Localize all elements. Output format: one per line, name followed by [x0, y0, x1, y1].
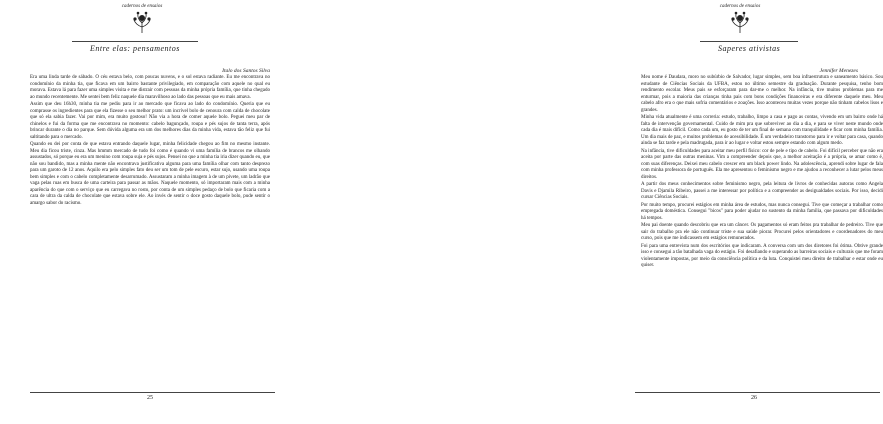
logo-text: cadernos de ensaios [719, 4, 761, 9]
page-number: 25 [147, 395, 153, 401]
flower-ornament-icon [727, 9, 753, 35]
flower-ornament-icon [129, 9, 155, 35]
right-page [300, 0, 883, 424]
body-text [641, 75, 883, 271]
paragraph: Foi para uma entrevista num dos escritórios que indicaram. A conversa com um dos diretores foi ótima. Obtive grande isso e consegui a tão batalhada vaga do estágio. Foi desafiando e superando as barreiras sociais e culturais que me foram violentamente impostas, por meio da consciência política e da luta. Conquistei meu direito de trabalhar e estar onde eu quiser. [641, 243, 883, 268]
body-text [30, 75, 270, 208]
paragraph: Quando eu dei por conta de que estava entrando daquele lugar, minha felicidade chegou ao fim no mesmo instante. Meu dia ficou triste, cinza. Mas hmmm mercado de tudo foi como é quando vi uma família de brancos me olhando assustados, só porque eu era um menino com roupa suja e pés sujos. Pensei no que a minha tia iria dizer quando eu, que não sou bandido, mas a minha mente não encontrava justificativa alguma para uma família olhar com tanto desprezo para um garoto de 12 anos. Aquilo era pelo simples fato deu ser um tom de pele escuro, estar sujo, usando uma roupa bem simples e com o cabelo completamente desarrumado. Assustaram a minha imagem à de um pivete, um ladrão que vaga pelas ruas em busca de uma carteira para passar as mãos. Naquele momento, só importaram mais com a minha aparência do que com o serviço que eu carregava no rosto, por conta de um simples pedaço de bolo que ficaria com a cara de ultra da calda de chocolate que estava sobre ele. Ao invés de sentir o doce gosto daquele bolo, pude sentir o amargo sabor do racismo. [30, 142, 270, 206]
cadernos-logo [104, 4, 180, 35]
cadernos-logo [702, 4, 778, 35]
paragraph: Meu pai doente quando descobriu que era um câncer. Os pagamentos só eram feitos pra trabalhar de pedreiro. Tive que sair do trabalho pra ele não continuar triste e sua saúde piorar. Procurei pelos orientadores e coordenadores do meu curso, pois que me indicassem em estágios remunerados. [641, 223, 883, 241]
paragraph: A partir dos meus conhecimentos sobre feminismo negro, pela leitura de livros de conhecidas autoras como Angela Davis e Djamila Ribeiro, passei a me interessar por política e a compreender as desigualdades sociais. Por isso, decidi cursar Ciências Sociais. [641, 182, 883, 200]
left-page [0, 0, 300, 424]
paragraph: Por muito tempo, procurei estágios em minha área de estudos, mas nunca consegui. Tive que começar a trabalhar como empregada doméstica. Consegui "bicos" para poder ajudar no sustento da minha família, que passava por dificuldades há tempos. [641, 202, 883, 221]
paragraph: Era uma linda tarde de sábado. O céu estava belo, com poucas nuvens, e o sol estava radiante. Eu me encontrava no condomínio da minha tia, que ficava em um bairro bastante privilegiado, em comparação com aquele no qual eu morava. Estava lá para fazer uma simples visita e me distrair com pessoas da minha própria família, que tinha chegado ao mundo recentemente. Me sentei bem feliz naquele dia maravilhoso ao lado das pessoas que eu mais amava. [30, 75, 270, 100]
section-title: Entre elas: pensamentos [90, 44, 180, 53]
paragraph: Assim que deu 16h30, minha tia me pediu para ir ao mercado que ficava ao lado do condomínio. Queria que eu comprasse os ingredientes para que ela fizesse o seu melhor prato: um incrível bolo de cenoura com calda de chocolate que só ela sabia fazer. Vai por mim, era muito gostoso! Não via a hora de comer aquele bolo. Peguei meu par de chinelos e fui da forma que me encontrava no momento: cabelo bagunçado, roupa e pés sujos de tanta terra, após brincar durante o dia no parque. Sem dúvida alguma era um dos melhores dias da minha vida, estava tão feliz que fui saltitando para o mercado. [30, 102, 270, 140]
logo-text: cadernos de ensaios [121, 4, 163, 9]
page-number: 26 [751, 395, 757, 401]
footer-divider [30, 392, 275, 393]
paragraph: Meu nome é Daudara, moro no subúrbio de Salvador, lugar simples, sem boa infraestrutura e saneamento básico. Sou estudante de Ciências Sociais da UFBA, estou no último semestre da graduação. Durante pesquisa, tenho bom rendimento escolar. Meus pais se esforçaram para dar-me o melhor. Na infância, tive muitos problemas para me enturmar, pois a maioria das crianças tinha pais com bons condições financeiras e era diferente daquele meu. Meu cabelo afro era o que mais sofria comentários e zoações. Isso aconteceu muitas vezes porque não tinham cabelos lisos e grandes. [641, 75, 883, 113]
author-name: Jennifer Menezes [819, 68, 858, 74]
paragraph: Minha vida atualmente é uma correria: estudo, trabalho, limpo a casa e pago as contas, vivendo em um bairro onde há falta de intervenção governamental. Cuido de mim pra que sobreviver ao dia a dia, e para se viver neste mundo onde cada dia é mais difícil. Como cada um, eu gosto de ter um final de semana com tranquilidade e ficar com minha família. Um dia mais de paz, e muitos problemas de acessibilidade. É um verdadeiro transtorno para ir e voltar para casa, quando ainda se faz tarde e pela madrugada, para ir ao lugar e voltar estou sempre estando com algum medo. [641, 115, 883, 146]
footer-divider [635, 392, 880, 393]
author-name: Italo dos Santos Silva [222, 68, 270, 74]
section-title: Saperes ativistas [718, 44, 781, 53]
paragraph: Na infância, tive dificuldades para aceitar meu perfil físico: cor de pele e tipo de cabelo. Foi difícil perceber que não era aceita por parte das outras meninas. Vim a compreender depois que, a melhor aceitação é a própria, se amar como é, com suas diferenças. Deixei meu cabelo crescer em um black power lindo. Na adolescência, aprendi sobre lugar de fala com minha professora de português. Ela me apresentou o feminismo negro e me ajudou a reconhecer a lutar pelos meus direitos. [641, 148, 883, 180]
